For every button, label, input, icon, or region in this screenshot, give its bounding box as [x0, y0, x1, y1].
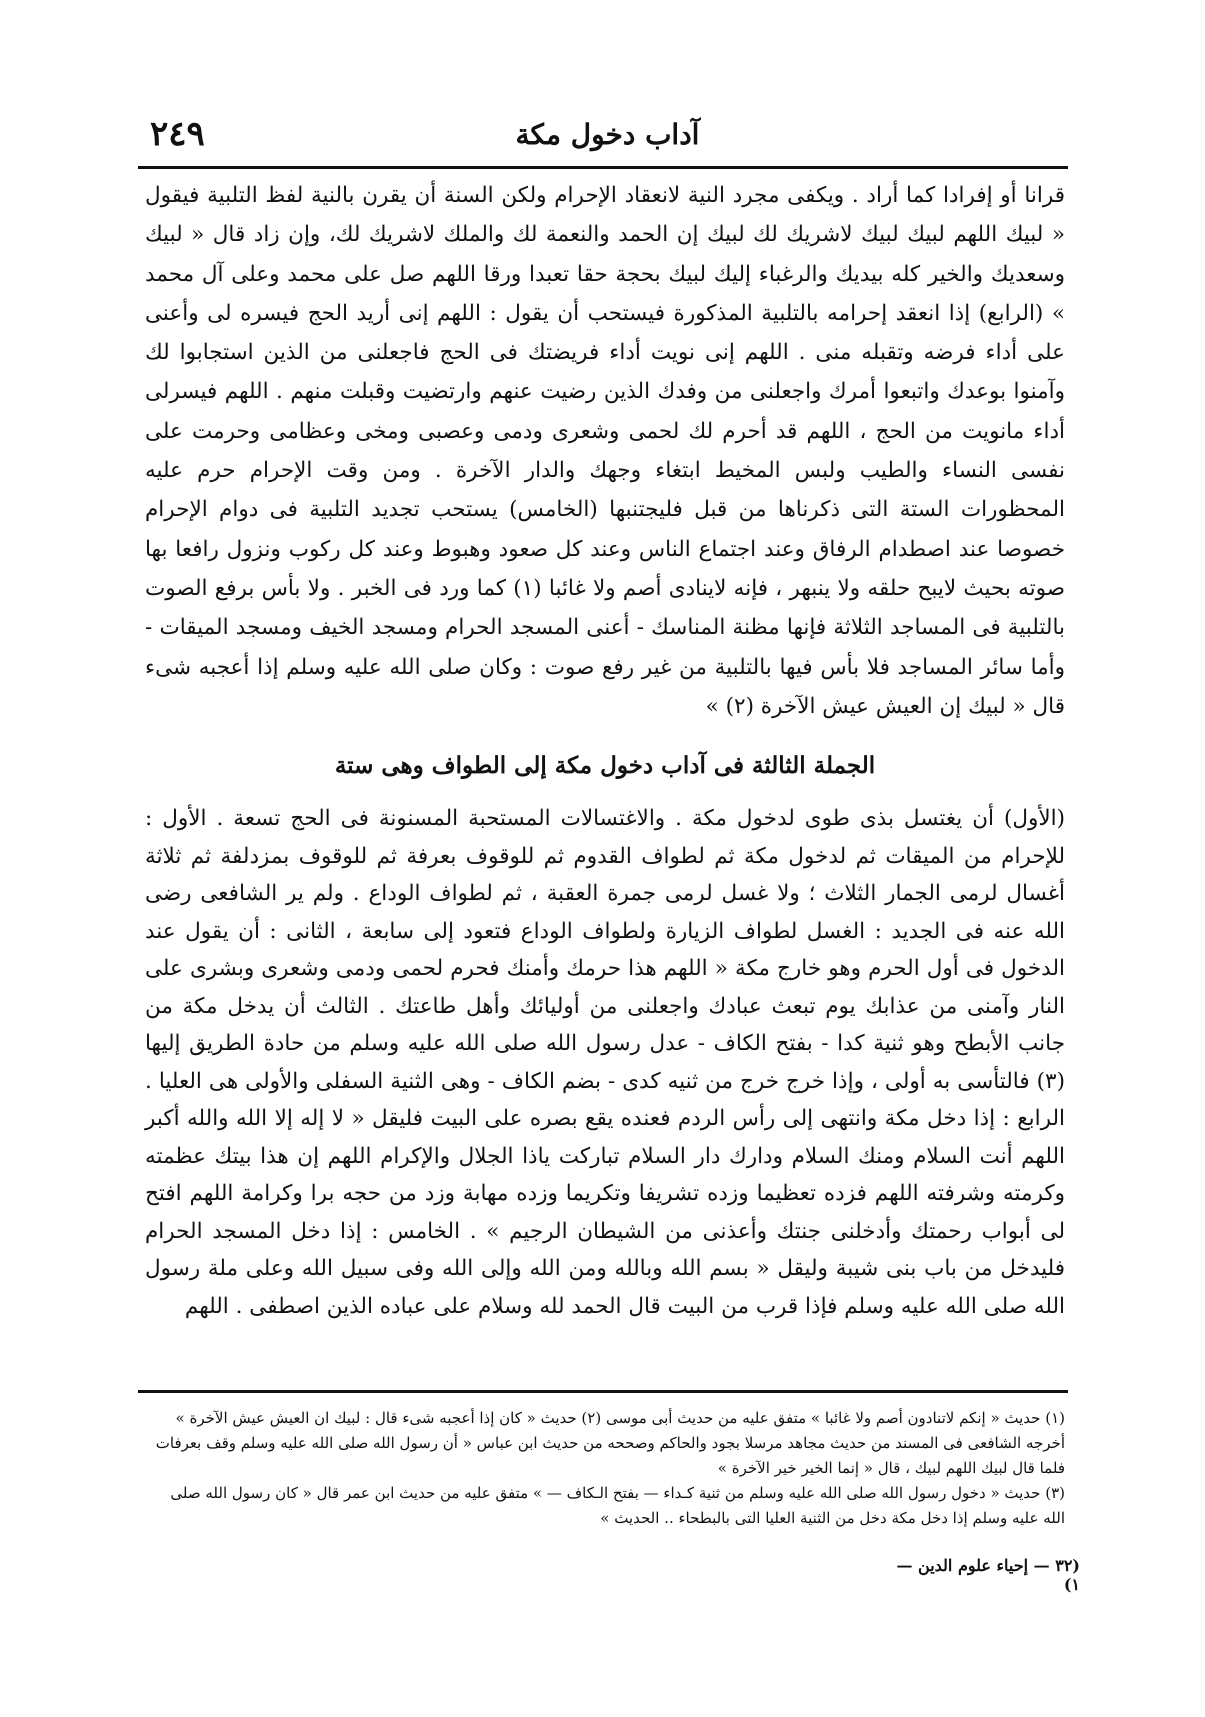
paragraph: قرانا أو إفرادا كما أراد . ويكفى مجرد النية لانعقاد الإحرام ولكن السنة أن يقرن بالنية لفظ التلبية فيقول « لبيك اللهم لبيك لبيك لاشريك لك لبيك إن الحمد والنعمة لك والملك لاشريك لك، وإن زاد قال « لبيك وسعديك والخير كله بيديك والرغباء إليك لبيك بحجة حقا تعبدا ورقا اللهم صل على محمد وعلى آل محمد » (الرابع) إذا انعقد إحرامه بالتلبية المذكورة فيستحب أن يقول : اللهم إنى أريد الحج فيسره لى وأعنى على أداء فرضه وتقبله منى . اللهم إنى نويت أداء فريضتك فى الحج فاجعلنى من الذين استجابوا لك وآمنوا بوعدك واتبعوا أمرك واجعلنى من وفدك الذين رضيت عنهم وارتضيت وقبلت منهم . اللهم فيسرلى أداء مانويت من الحج ، اللهم قد أحرم لك لحمى وشعرى ودمى وعصبى ومخى وعظامى وحرمت على نفسى النساء والطيب ولبس المخيط ابتغاء وجهك والدار الآخرة . ومن وقت الإحرام حرم عليه المحظورات الستة التى ذكرناها من قبل فليجتنبها (الخامس) يستحب تجديد التلبية فى دوام الإحرام خصوصا عند اصطدام الرفاق وعند اجتماع الناس وعند كل صعود وهبوط وعند كل ركوب ونزول رافعا بها صوته بحيث لايبح حلقه ولا ينبهر ، فإنه لاينادى أصم ولا غائبا (١) كما ورد فى الخبر . ولا بأس برفع الصوت بالتلبية فى المساجد الثلاثة فإنها مظنة المناسك - أعنى المسجد الحرام ومسجد الخيف ومسجد الميقات - وأما سائر المساجد فلا بأس فيها بالتلبية من غير رفع صوت : وكان صلى الله عليه وسلم إذا أعجبه شىء قال « لبيك إن العيش عيش الآخرة (٢) » — [145, 183, 1065, 719]
page-number: ٢٤٩ — [150, 114, 205, 154]
page-header — [150, 112, 1065, 162]
volume-signature: (٣٢ — إحياء علوم الدين — ١) — [896, 1556, 1080, 1594]
footnote-rule — [138, 1390, 1068, 1393]
header-rule — [138, 166, 1068, 169]
running-title: آداب دخول مكة — [515, 118, 700, 151]
paragraph: (الأول) أن يغتسل بذى طوى لدخول مكة . والاغتسالات المستحبة المسنونة فى الحج تسعة . الأول : للإحرام من الميقات ثم لدخول مكة ثم لطواف القدوم ثم للوقوف بعرفة ثم للوقوف بمزدلفة ثم ثلاثة أغسال لرمى الجمار الثلاث ؛ ولا غسل لرمى جمرة العقبة ، ثم لطواف الوداع . ولم ير الشافعى رضى الله عنه فى الجديد : الغسل لطواف الزيارة ولطواف الوداع فتعود إلى سابعة ، الثانى : أن يقول عند الدخول فى أول الحرم وهو خارج مكة « اللهم هذا حرمك وأمنك فحرم لحمى ودمى وشعرى وبشرى على النار وآمنى من عذابك يوم تبعث عبادك واجعلنى من أوليائك وأهل طاعتك . الثالث أن يدخل مكة من جانب الأبطح وهو ثنية كدا - بفتح الكاف - عدل رسول الله صلى الله عليه وسلم من حادة الطريق إليها (٣) فالتأسى به أولى ، وإذا خرج خرج من ثنيه كدى - بضم الكاف - وهى الثنية السفلى والأولى هى العليا . الرابع : إذا دخل مكة وانتهى إلى رأس الردم فعنده يقع بصره على البيت فليقل « لا إله إلا الله والله أكبر اللهم أنت السلام ومنك السلام ودارك دار السلام تباركت ياذا الجلال والإكرام اللهم إن هذا بيتك عظمته وكرمته وشرفته اللهم فزده تعظيما وزده تشريفا وتكريما وزده مهابة وزد من حجه برا وكرامة اللهم افتح لى أبواب رحمتك وأدخلنى جنتك وأعذنى من الشيطان الرجيم » . الخامس : إذا دخل المسجد الحرام فليدخل من باب بنى شيبة وليقل « بسم الله وبالله ومن الله وإلى الله وفى سبيل الله وعلى ملة رسول الله صلى الله عليه وسلم فإذا قرب من البيت قال الحمد لله وسلام على عباده الذين اصطفى . اللهم — [145, 806, 1065, 1319]
section-text-block — [145, 800, 1065, 1325]
footnotes-block — [145, 1406, 1065, 1531]
footnote-1-2: (١) حديث « إنكم لاتنادون أصم ولا غائبا » متفق عليه من حديث أبى موسى (٢) حديث « كان إذا أعجبه شىء قال : لبيك ان العيش عيش الآخرة » أخرجه الشافعى فى المسند من حديث مجاهد مرسلا بجود والحاكم وصححه من حديث ابن عباس « أن رسول الله صلى الله عليه وسلم وقف بعرفات فلما قال لبيك اللهم لبيك ، قال « إنما الخير خير الآخرة » — [155, 1409, 1065, 1477]
footnote-3: (٣) حديث « دخول رسول الله صلى الله عليه وسلم من ثنية كـداء — بفتح الـكاف — » متفق عليه من حديث ابن عمر قال « كان رسول الله صلى الله عليه وسلم إذا دخل مكة دخل من الثنية العليا التى بالبطحاء .. الحديث » — [170, 1484, 1065, 1527]
main-text-block — [145, 176, 1065, 726]
section-heading: الجملة الثالثة فى آداب دخول مكة إلى الطواف وهى ستة — [334, 752, 876, 779]
